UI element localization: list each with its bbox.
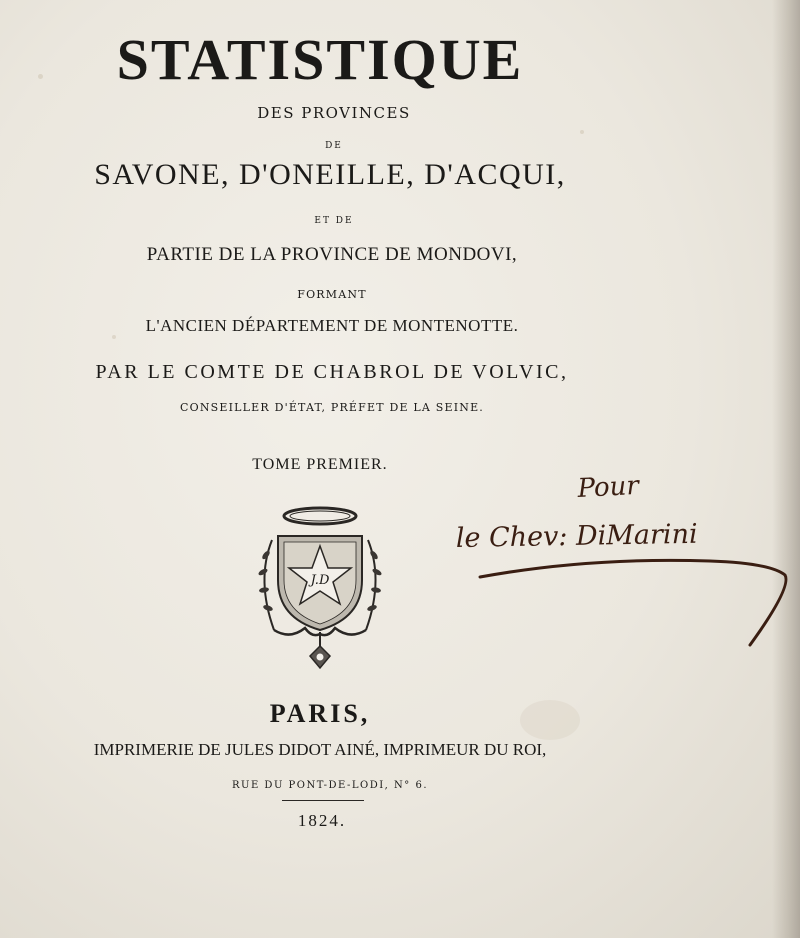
city-name: PARIS,	[269, 699, 371, 728]
printer-address: RUE DU PONT-DE-LODI, N° 6.	[231, 780, 428, 791]
emblem-monogram: J.D	[310, 573, 330, 588]
subtitle-et-de: ET DE	[314, 216, 354, 226]
subtitle-provinces-names: SAVONE, D'ONEILLE, D'ACQUI,	[94, 158, 566, 191]
subtitle-provinces: DES PROVINCES	[257, 104, 411, 122]
author-title: CONSEILLER D'ÉTAT, PRÉFET DE LA SEINE.	[179, 401, 484, 414]
inscription-line1: Pour	[576, 470, 640, 504]
subtitle-mondovi: PARTIE DE LA PROVINCE DE MONDOVI,	[146, 244, 518, 265]
printer-emblem	[250, 500, 390, 680]
author-line: PAR LE COMTE DE CHABROL DE VOLVIC,	[95, 361, 569, 383]
foxing-spot	[580, 130, 584, 134]
volume-label: TOME PREMIER.	[252, 456, 388, 473]
divider-rule	[282, 800, 364, 801]
subtitle-formant: FORMANT	[297, 288, 367, 301]
printer-name: IMPRIMERIE DE JULES DIDOT AINÉ, IMPRIMEUR DU ROI,	[93, 740, 547, 759]
inscription-line2: le Chev: DiMarini	[455, 518, 698, 554]
subtitle-de: DE	[325, 141, 343, 151]
handwritten-inscription	[450, 465, 795, 660]
publication-year: 1824.	[297, 811, 347, 830]
subtitle-montenotte: L'ANCIEN DÉPARTEMENT DE MONTENOTTE.	[145, 316, 519, 335]
book-title: STATISTIQUE	[116, 27, 524, 92]
